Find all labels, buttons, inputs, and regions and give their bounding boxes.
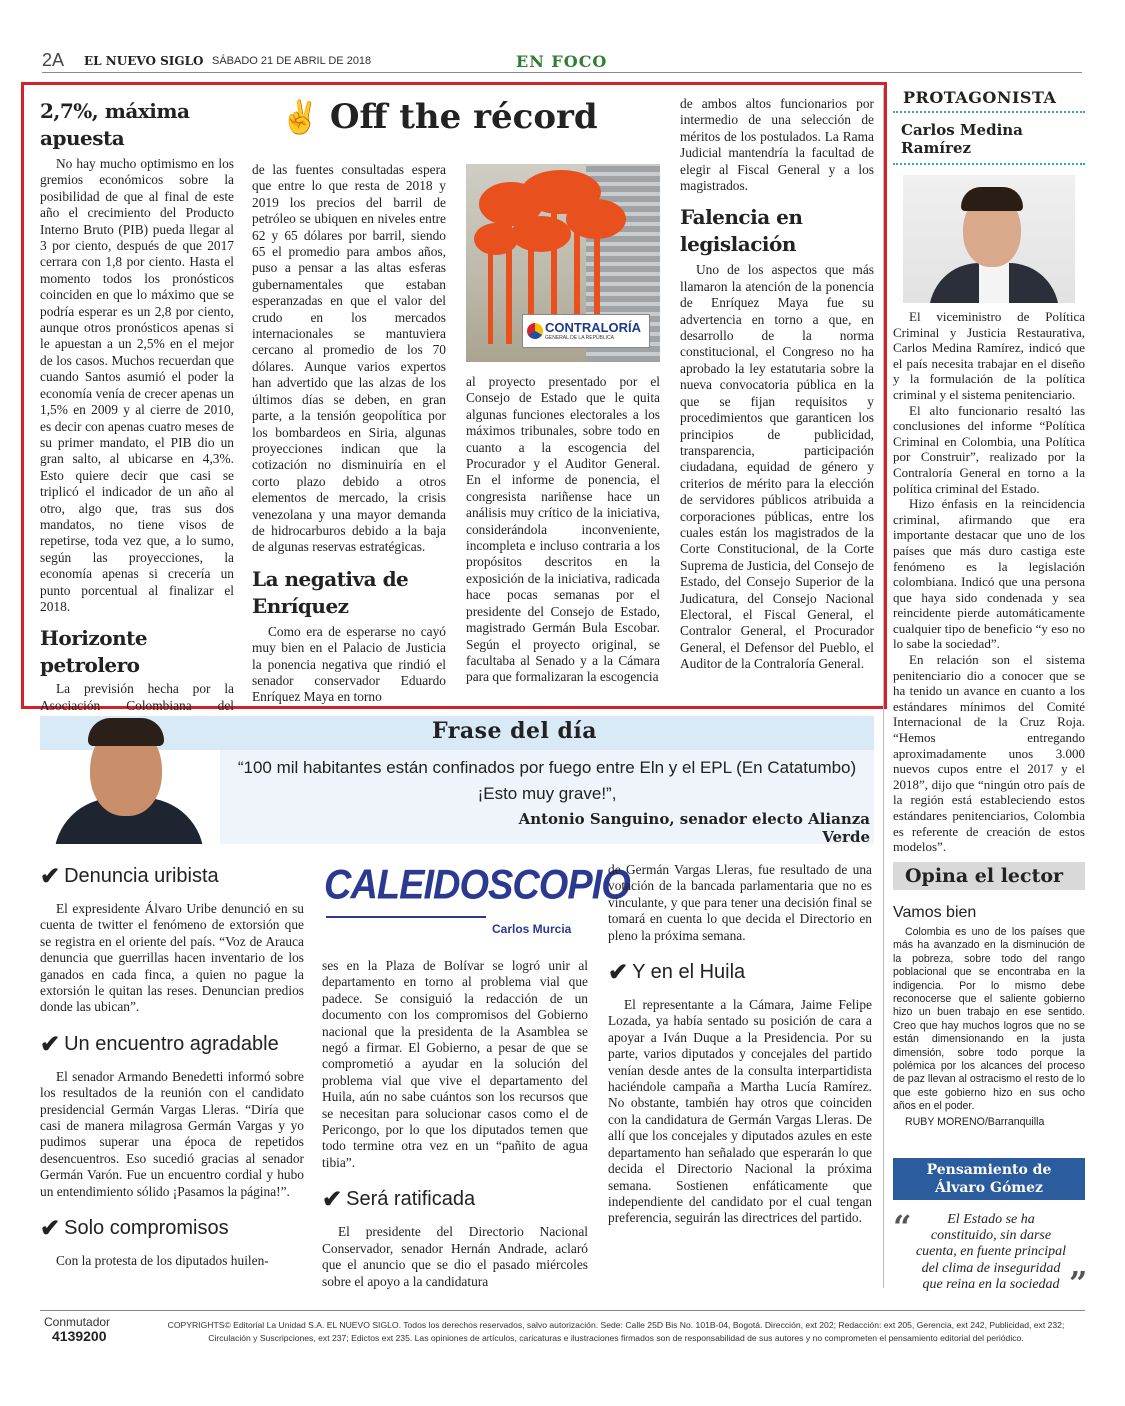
portrait-hair — [88, 718, 164, 746]
article-paragraph: al proyecto presentado por el Consejo de Estado que le quita algunas funciones electorales a los máximos tribunales, sobre todo en cuanto a la escogencia del Procurador y el Auditor General. En el informe de ponencia, el congresista nariñense hace un análisis muy crítico de la iniciativa, considerándola inconveniente, incompleta e incluso contraria a los propósitos descritos en la exposición de la iniciativa, radicada hace pocas semanas por el presidente del Consejo de Estado, magistrado Germán Bula Escobar. Según el proyecto original, se facultaba al Senado y a la Cámara para que formalizaran la escogencia — [466, 374, 660, 685]
caleidoscopio-column-2 — [322, 958, 588, 1290]
check-mark-icon: ✔ — [322, 1186, 343, 1214]
article-paragraph: de las fuentes consultadas espera que entre lo que resta de 2018 y 2019 los precios del barril de petróleo se ubiquen en niveles entre 62 y 65 dólares por barril, siendo 65 el promedio para ambos años, puso a pensar a las altas esferas gubernamentales que estaban esperanzadas en que el valor del crudo en los mercados internacionales se mantuviera cercano al promedio de los 70 dólares. Aunque varios expertos han advertido que las alzas de los últimos días se deben, en gran parte, a la tensión geopolítica por los bombardeos en Siria, algunas proyecciones indican que la cotización no disminuiría en el corto plazo debido a otros elementos de mercado, la crisis venezolana y una mayor demanda de hidrocarburos debido a la baja de algunas reservas estratégicas. — [252, 162, 446, 555]
headline-max-apuesta: 2,7%, máxima apuesta — [40, 99, 190, 150]
issue-date: SÁBADO 21 DE ABRIL DE 2018 — [212, 55, 372, 67]
opina-title: Opina el lector — [893, 862, 1085, 890]
header-rule — [42, 72, 1082, 73]
check-mark-icon: ✔ — [40, 1030, 61, 1058]
otr-column-3 — [466, 374, 660, 686]
caleidoscopio-author: Carlos Murcia — [492, 922, 572, 936]
frase-title: Frase del día — [432, 718, 598, 744]
headline-la-negativa: La negativa de Enríquez — [252, 566, 409, 618]
pensamiento-quote-block — [893, 1208, 1088, 1302]
column-divider — [883, 88, 884, 1288]
frase-portrait — [40, 716, 218, 844]
copyright-line-2: Circulación y Suscripciones, ext 237; Edictos ext 235. Las opiniones de artículos, caricaturas e ilustraciones firmados son de responsabilidad de sus autores y no comprometen el pensamiento editorial del periódico. — [208, 1333, 1024, 1343]
caleidoscopio-underline — [326, 916, 486, 918]
copyright-line-1: COPYRIGHTS© Editorial La Unidad S.A. EL NUEVO SIGLO. Todos los derechos reservados, salvo autorización. Sede: Calle 25D Bis No. 101B-04, Bogotá. Dirección, ext 202; Redacción: ext 205, Gerencia, ext 242, Publicidad, ext 232; — [167, 1320, 1065, 1330]
pensamiento-title-line2: Álvaro Gómez — [935, 1180, 1043, 1196]
open-quote-icon: “ — [893, 1208, 912, 1246]
article-paragraph: de ambos altos funcionarios por intermedio de una selección de méritos de los postulados. La Rama Judicial mantendría la facultad de elegir al Fiscal General y a los magistrados. — [680, 96, 874, 194]
dotted-divider — [893, 163, 1085, 165]
article-paragraph: La previsión hecha por la Asociación Colombiana del — [40, 681, 234, 713]
portrait-hair — [961, 187, 1023, 211]
article-paragraph: El presidente del Directorio Nacional Conservador, senador Hernán Andrade, aclaró que el anuncio que se dio el pasado miércoles sobre el apoyo a la candidatura — [322, 1224, 588, 1289]
subhead-denuncia: ✔ Denuncia uribista — [40, 863, 219, 890]
opina-lector — [893, 862, 1085, 1128]
frase-quote-line2: ¡Esto muy grave!”, — [477, 784, 617, 803]
subhead-huila: ✔ Y en el Huila — [608, 959, 746, 987]
frase-del-dia-box — [40, 716, 874, 844]
contraloria-logo-icon — [527, 323, 543, 339]
article-paragraph: En relación son el sistema penitenciario dio a conocer que se ha tenido un avance en cuanto a los estándares mínimos del Comité Internacional de la Cruz Roja. “Hemos entregando aproximadamente unos 3.000 nuevos cupos entre el 2017 y el 2018”, dijo que “ningún otro país de la región está estableciendo estos estándares penitenciarios, Colombia es referente de creación de estos modelos”. — [893, 652, 1085, 855]
article-paragraph: Con la protesta de los diputados huilen- — [56, 1253, 269, 1269]
page-number: 2A — [42, 50, 65, 70]
article-paragraph: Como era de esperarse no cayó muy bien en el Palacio de Justicia la ponencia negativa que rindió el senador conservador Eduardo Enríquez Maya en torno — [252, 623, 446, 705]
caleidoscopio-header — [322, 862, 630, 938]
opina-subtitle: Vamos bien — [893, 904, 977, 921]
protagonista-sidebar — [893, 88, 1085, 855]
check-mark-icon: ✔ — [40, 863, 61, 890]
pensamiento-box — [893, 1158, 1085, 1200]
article-paragraph: El alto funcionario resaltó las conclusiones del informe “Política Criminal en Colombia, una Política por Construir”, realizado por la Contraloría General en torno a la política criminal del Estado. — [893, 402, 1085, 496]
subhead-encuentro: ✔ Un encuentro agradable — [40, 1030, 279, 1058]
conmutador-number: 4139200 — [52, 1328, 107, 1344]
conmutador-label: Conmutador — [44, 1315, 111, 1329]
headline-falencia: Falencia en legislación — [680, 205, 803, 257]
article-paragraph: No hay mucho optimismo en los gremios económicos sobre la posibilidad de que al final de este año el crecimiento del Producto Interno Bruto (PIB) pueda llegar al 3 por ciento, después de que 2017 cerrara con 1,8 por ciento. Hasta el momento todos los pronósticos coinciden en que lo máximo que se podría esperar es un 2,8 por ciento, aunque otros pronósticos apenas si le apuestan a un 2,5% en el mejor de los casos. Muchos recuerdan que cuando Santos asumió el poder la economía venía de crecer apenas un 1,5% en 2009 y al cierre de 2010, es decir con apenas cuatro meses de su primer mandato, el PIB dio un gran salto, al ubicarse en 4,3%. Esto quiere decir que casi se triplicó el indicador de un año al otro, algo que, tras sus dos mandatos, no tiene visos de repetirse, toda vez que, a lo sumo, según las proyecciones, la economía apenas si crecería un punto porcentual al finalizar el 2018. — [40, 156, 234, 614]
dotted-divider — [893, 111, 1085, 113]
pensamiento-quote: El Estado se ha constituido, sin darse cuenta, en fuente principal del clima de inseguridad que reina en la sociedad — [915, 1212, 1067, 1292]
letter-signature: RUBY MORENO/Barranquilla — [905, 1115, 1045, 1128]
close-quote-icon: ” — [1069, 1264, 1088, 1302]
otr-column-4 — [680, 96, 874, 673]
article-paragraph: ses en la Plaza de Bolívar se logró unir al departamento en torno al problema vial que padece. Se consiguió la redacción de un documento con los compromisos del Gobierno nacional que la presidenta de la Asamblea se negó a firmar. El Gobierno, a pesar de que se comprometió a ayudar en la solución del problema vial que vive el departamento del Huila, aún no sabe cuántos son los recursos que se necesitan para solucionar casos como el de Pericongo, por lo que los diputados temen que todo termine otra vez en un “pañito de agua tibia”. — [322, 958, 588, 1170]
footer-rule — [40, 1310, 1085, 1311]
pensamiento-title-line1: Pensamiento de — [926, 1162, 1052, 1178]
frase-author: Antonio Sanguino, senador electo Alianza Verde — [518, 810, 870, 846]
off-the-record-title: ✌ Off the récord — [280, 97, 598, 137]
headline-horizonte-petrolero: Horizonte petrolero — [40, 626, 148, 678]
subhead-ratificada: ✔ Será ratificada — [322, 1186, 476, 1214]
victory-hand-icon: ✌ — [280, 98, 320, 136]
subhead-compromisos: ✔ Solo compromisos — [40, 1215, 229, 1243]
section-name: EN FOCO — [516, 52, 608, 71]
contraloria-sign: CONTRALORÍA GENERAL DE LA REPÚBLICA — [522, 314, 650, 348]
caleidoscopio-column-1 — [40, 862, 304, 1270]
caleidoscopio-column-3 — [608, 862, 872, 1227]
caleidoscopio-title: CALEIDOSCOPIO — [324, 862, 630, 909]
page-header — [42, 50, 1082, 74]
protagonista-label: PROTAGONISTA — [903, 88, 1057, 107]
check-mark-icon: ✔ — [40, 1215, 61, 1243]
protagonista-photo — [903, 175, 1075, 303]
article-paragraph: El senador Armando Benedetti informó sobre los resultados de la reunión con el candidato presidencial Germán Vargas Lleras. “Diría que casi de manera milagrosa Germán Vargas y yo pudimos superar una época de repetidos desencuentros. Eso sucedió gracias al senador Germán Varón. Fue un encuentro cordial y hubo un entendimiento sólido ¡Pasamos la página!”. — [40, 1068, 304, 1199]
paper-name: EL NUEVO SIGLO — [84, 54, 204, 68]
check-mark-icon: ✔ — [608, 959, 629, 987]
frase-quote-line1: “100 mil habitantes están confinados por fuego entre Eln y el EPL (En Catatumbo) — [237, 758, 857, 777]
contraloria-photo — [466, 164, 660, 362]
article-paragraph: El representante a la Cámara, Jaime Felipe Lozada, ya había sentado su posición de cara a apoyar a Iván Duque a la Presidencia. Por su parte, varios diputados y concejales del partido venían desde antes de la consulta interpartidista haciéndole campaña a Martha Lucía Ramírez. No obstante, también hay otros que coinciden con la candidatura de Germán Vargas Lleras. De allí que los concejales y diputados azules en este departamento han señalado que esperarán lo que decida el Directorio Nacional la próxima semana. Sostienen enfáticamente que independiente del candidato por el cual tengan preferencia, seguirán las directrices del partido. — [608, 997, 872, 1226]
article-paragraph: Hizo énfasis en la reincidencia criminal, afirmando que era importante destacar que uno de los países que más duro castiga este fenómeno es la legislación colombiana. Indicó que una persona que haya sido condenada y sea reincidente pierde automáticamente cualquier tipo de beneficio “y eso no lo sabe la sociedad”. — [893, 496, 1085, 652]
otr-column-2 — [252, 162, 446, 706]
article-paragraph: El expresidente Álvaro Uribe denunció en su cuenta de twitter el fenómeno de extorsión que se registra en el oriente del país. “Voz de Arauca denuncia que guerrillas hacen inventario de los ganados en cada finca, a quien no pague la extorsión le quitan las reses. Denuncian predios donde las ubican”. — [40, 901, 304, 1015]
protagonista-name: Carlos Medina Ramírez — [901, 121, 1023, 157]
portrait-shirt — [979, 263, 1009, 303]
otr-column-1 — [40, 98, 234, 747]
article-paragraph: Uno de los aspectos que más llamaron la atención de la ponencia de Enríquez Maya fue su advertencia en torno a que, en desarrollo de la norma constitucional, el Congreso no ha aprobado la ley estatutaria sobre la nueva convocatoria pública en la que se fijan requisitos y procedimientos que garanticen los principios de publicidad, transparencia, participación ciudadana, equidad de género y criterios de mérito para la elección de servidores públicos atribuida a corporaciones públicas, entre los cuales están los magistrados de la Corte Constitucional, de la Corte Suprema de Justicia, del Consejo de Estado, del Consejo Superior de la Judicatura, del Consejo Nacional Electoral, el Fiscal General, el Contralor General, el Procurador General, el Defensor del Pueblo, el Auditor de la Contraloría General. — [680, 262, 874, 672]
article-paragraph: El viceministro de Política Criminal y Justicia Restaurativa, Carlos Medina Ramírez, indicó que el país necesita trabajar en el diseño y la formulación de la política criminal y el sistema penitenciario. — [893, 309, 1085, 402]
letter-paragraph: Colombia es uno de los países que más ha avanzado en la disminución de la pobreza, sobre todo del rango poblacional que se encontraba en la indigencia. Por lo mismo debe reconocerse que el saliente gobierno hizo un buen trabajo en ese sentido. Creo que hay muchos logros que no se están dimensionando en la justa dimensión, sobre todo porque la polémica por los alcances del proceso de paz llevan al ostracismo el resto de lo que este gobierno hizo en sus ocho años en el poder. — [893, 926, 1085, 1113]
article-paragraph: de Germán Vargas Lleras, fue resultado de una votación de la bancada parlamentaria que no es vinculante, y que para tener una decisión final se tomará en cuenta lo que decida el Directorio en pleno la próxima semana. — [608, 862, 872, 943]
